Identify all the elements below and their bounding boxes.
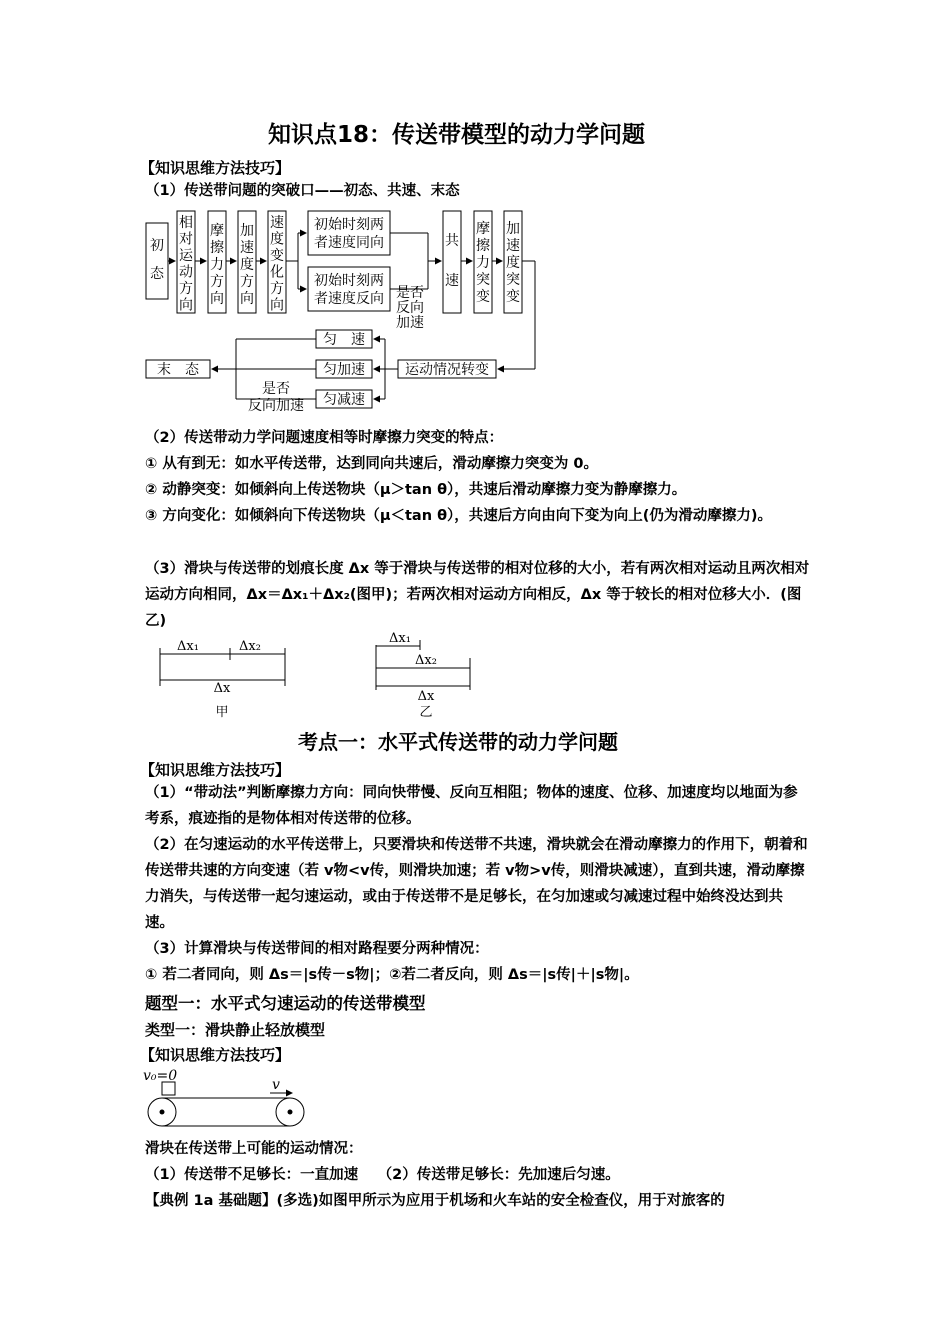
box-common-speed-text: 速	[445, 273, 459, 289]
subsection-title: 题型一：水平式匀速运动的传送带模型	[145, 994, 426, 1013]
paragraph: ③ 方向变化：如倾斜向下传送物块（μ＜tan θ），共速后方向由向下变为向上(仍为滑动摩擦力)。	[145, 508, 773, 524]
dx1-label: Δx₁	[389, 631, 411, 646]
label-reverse-accel: 反向	[396, 300, 424, 316]
dx-label: Δx	[417, 689, 435, 704]
box-same-direction-text: 者速度同向	[314, 235, 384, 251]
box-same-direction-text: 初始时刻两	[314, 217, 384, 233]
box-velocity-change-text: 向	[270, 297, 284, 314]
relative-displacement-figure	[150, 630, 490, 720]
box-common-speed-text: 共	[445, 233, 459, 249]
box-friction-direction-text: 擦	[210, 240, 224, 256]
box-final-text: 末 态	[157, 362, 199, 378]
box-uniform-text: 匀 速	[323, 332, 365, 348]
fig-label-jia: 甲	[215, 705, 229, 720]
box-acceleration-direction-text: 方	[240, 274, 254, 290]
box-friction-direction-text: 方	[210, 274, 224, 290]
box-initial-text: 初	[150, 238, 164, 254]
box-friction-direction-text: 力	[210, 257, 224, 273]
v-label: v	[272, 1077, 280, 1093]
box-acceleration-jump-text: 速	[506, 238, 520, 254]
dx-label: Δx	[213, 681, 231, 696]
box-friction-jump-text: 摩	[476, 221, 490, 237]
box-opposite-direction-text: 初始时刻两	[314, 273, 384, 289]
box-friction-jump-text: 力	[476, 255, 490, 271]
flowchart	[140, 205, 550, 415]
paragraph: ① 若二者同向，则 Δs＝|s传－s物|；②若二者反向，则 Δs＝|s传|＋|s物|。	[145, 967, 639, 983]
box-acceleration-jump-text: 变	[506, 289, 520, 305]
box-friction-direction-text: 向	[210, 291, 224, 307]
conveyor-belt-figure	[140, 1065, 320, 1135]
box-relative-motion-text: 相	[179, 215, 193, 231]
section-title: 考点一：水平式传送带的动力学问题	[298, 730, 618, 754]
paragraph: （1）传送带不足够长：一直加速 （2）传送带足够长：先加速后匀速。	[145, 1167, 620, 1183]
paragraph: （2）传送带动力学问题速度相等时摩擦力突变的特点：	[145, 430, 504, 446]
box-velocity-change-text: 化	[270, 264, 284, 281]
box-velocity-change-text: 速	[270, 215, 284, 231]
section-tag: 【知识思维方法技巧】	[140, 159, 291, 177]
v0-label: v₀=0	[143, 1068, 178, 1084]
type-title: 类型一：滑块静止轻放模型	[145, 1021, 326, 1039]
box-accelerate-text: 匀加速	[323, 362, 365, 378]
box-relative-motion-text: 动	[179, 264, 193, 281]
label-reverse-accel-2: 反向加速	[248, 398, 304, 414]
box-friction-direction-text: 摩	[210, 223, 224, 239]
paragraph: （2）在匀速运动的水平传送带上，只要滑块和传送带不共速，滑块就会在滑动摩擦力的作用下，朝着和传送带共速的方向变速（若 v物<v传，则滑块加速；若 v物>v传，则滑块减速），直到共速，滑动摩擦力消失，与传送带一起匀速运动，或由于传送带不是足够长，在匀加速或匀减速过程中始终没达到共速。	[145, 837, 808, 931]
box-relative-motion-text: 对	[179, 231, 193, 248]
label-reverse-accel: 加速	[396, 315, 424, 331]
box-acceleration-direction-text: 速	[240, 240, 254, 256]
box-motion-change-text: 运动情况转变	[405, 362, 489, 378]
fig-label-yi: 乙	[419, 705, 433, 720]
box-acceleration-jump-text: 度	[506, 255, 520, 271]
paragraph: （3）计算滑块与传送带间的相对路程要分两种情况：	[145, 941, 489, 957]
paragraph: ① 从有到无：如水平传送带，达到同向共速后，滑动摩擦力突变为 0。	[145, 456, 598, 472]
section-tag: 【知识思维方法技巧】	[140, 761, 291, 779]
box-friction-jump-text: 变	[476, 289, 490, 305]
section-tag: 【知识思维方法技巧】	[140, 1046, 291, 1064]
box-initial-text: 态	[150, 266, 164, 282]
paragraph: （3）滑块与传送带的划痕长度 Δx 等于滑块与传送带的相对位移的大小，若有两次相对运动且两次相对运动方向相同，Δx＝Δx₁＋Δx₂(图甲)；若两次相对运动方向相反，Δx 等于较长的相对位移大小．(图乙)	[145, 561, 810, 629]
box-relative-motion-text: 向	[179, 297, 193, 314]
box-velocity-change-text: 度	[270, 231, 284, 248]
paragraph: 【典例 1a 基础题】(多选)如图甲所示为应用于机场和火车站的安全检查仪，用于对旅客的	[145, 1193, 725, 1209]
dx1-label: Δx₁	[177, 639, 199, 654]
box-acceleration-direction-text: 向	[240, 291, 254, 307]
box-friction-jump-text: 突	[476, 272, 490, 288]
dx2-label: Δx₂	[239, 639, 261, 654]
dx2-label: Δx₂	[415, 653, 437, 668]
box-acceleration-jump-text: 加	[506, 221, 520, 237]
paragraph: （1）传送带问题的突破口——初态、共速、末态	[145, 183, 460, 199]
label-reverse-accel-2: 是否	[262, 381, 290, 397]
box-velocity-change-text: 方	[270, 281, 284, 297]
page-title: 知识点18：传送带模型的动力学问题	[268, 122, 646, 148]
paragraph: ② 动静突变：如倾斜向上传送物块（μ＞tan θ），共速后滑动摩擦力变为静摩擦力。	[145, 482, 687, 498]
box-decelerate-text: 匀减速	[323, 392, 365, 408]
box-relative-motion-text: 运	[179, 248, 193, 264]
box-friction-jump-text: 擦	[476, 238, 490, 254]
paragraph: （1）“带动法”判断摩擦力方向：同向快带慢、反向互相阻；物体的速度、位移、加速度均以地面为参考系，痕迹指的是物体相对传送带的位移。	[145, 785, 798, 827]
label-reverse-accel: 是否	[396, 285, 424, 301]
box-relative-motion-text: 方	[179, 281, 193, 297]
box-acceleration-direction-text: 度	[240, 257, 254, 273]
box-acceleration-direction-text: 加	[240, 223, 254, 239]
paragraph: 滑块在传送带上可能的运动情况：	[145, 1141, 363, 1157]
box-velocity-change-text: 变	[270, 248, 284, 264]
box-opposite-direction-text: 者速度反向	[314, 291, 384, 307]
box-acceleration-jump-text: 突	[506, 272, 520, 288]
